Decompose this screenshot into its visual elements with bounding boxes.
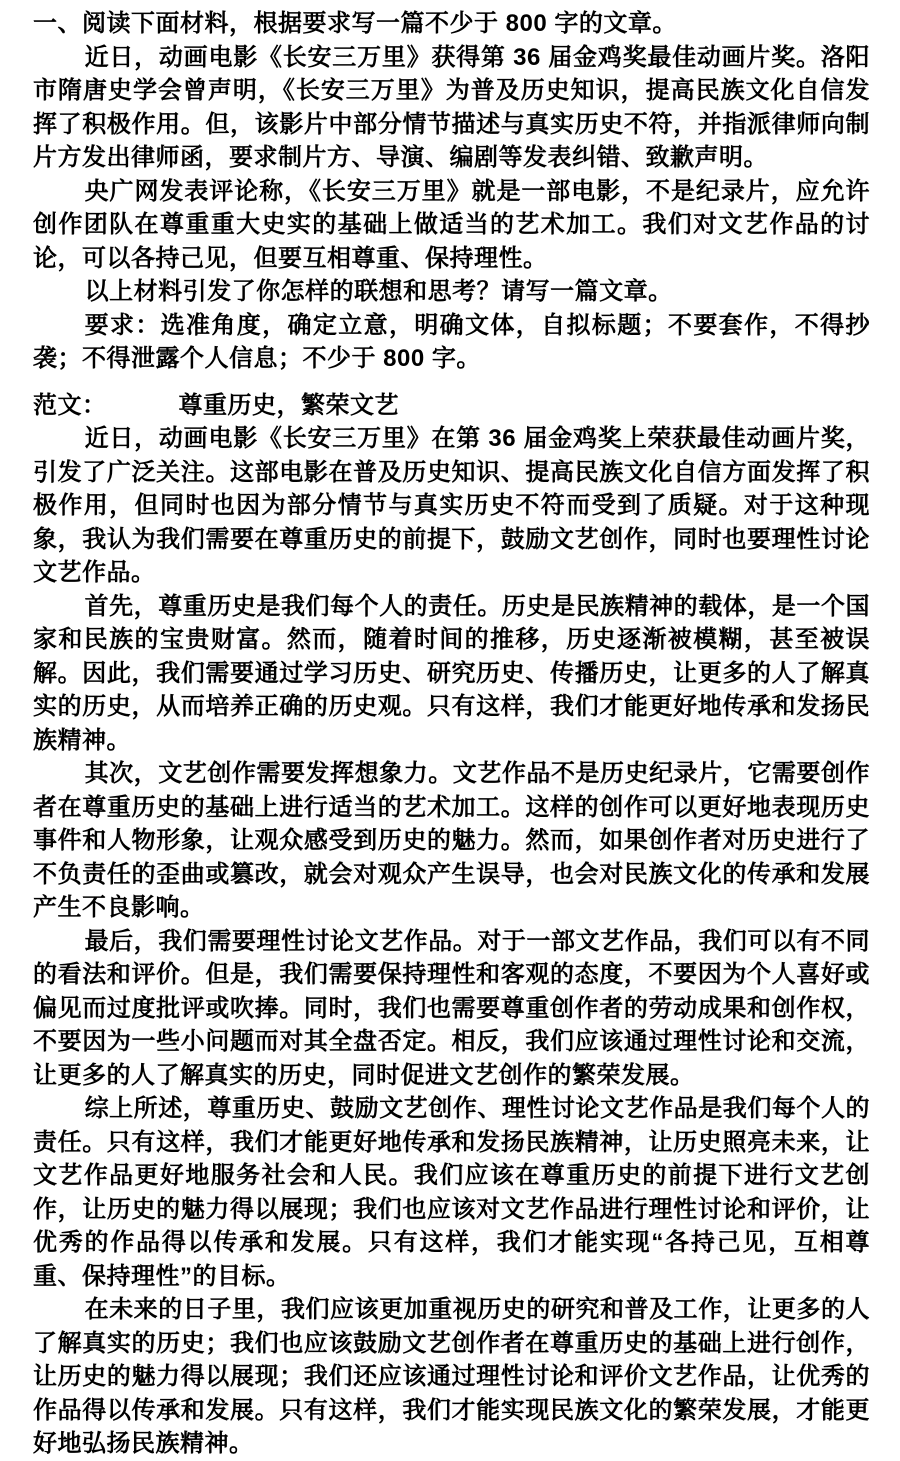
essay-paragraph-5: 综上所述，尊重历史、鼓励文艺创作、理性讨论文艺作品是我们每个人的责任。只有这样，我们才能更好地传承和发扬民族精神，让历史照亮未来，让文艺作品更好地服务社会和人民。我们应该在尊重历史的前提下进行文艺创作，让历史的魅力得以展现；我们也应该对文艺作品进行理性讨论和评价，让优秀的作品得以传承和发展。只有这样，我们才能实现“各持己见，互相尊重、保持理性”的目标。 <box>33 1095 870 1290</box>
essay-paragraph-2: 首先，尊重历史是我们每个人的责任。历史是民族精神的载体，是一个国家和民族的宝贵财富。然而，随着时间的推移，历史逐渐被模糊，甚至被误解。因此，我们需要通过学习历史、研究历史、传播历史，让更多的人了解真实的历史，从而培养正确的历史观。只有这样，我们才能更好地传承和发扬民族精神。 <box>33 592 870 754</box>
essay-paragraph-6: 在未来的日子里，我们应该更加重视历史的研究和普及工作，让更多的人了解真实的历史；我们也应该鼓励文艺创作者在尊重历史的基础上进行创作，让历史的魅力得以展现；我们还应该通过理性讨论和评价文艺作品，让优秀的作品得以传承和发展。只有这样，我们才能实现民族文化的繁荣发展，才能更好地弘扬民族精神。 <box>33 1296 870 1457</box>
essay-paragraph-1: 近日，动画电影《长安三万里》在第 36 届金鸡奖上荣获最佳动画片奖，引发了广泛关注。这部电影在普及历史知识、提高民族文化自信方面发挥了积极作用，但同时也因为部分情节与真实历史不符而受到了质疑。对于这种现象，我认为我们需要在尊重历史的前提下，鼓励文艺创作，同时也要理性讨论文艺作品。 <box>33 425 870 586</box>
prompt-paragraph-2: 央广网发表评论称，《长安三万里》就是一部电影，不是纪录片，应允许创作团队在尊重重大史实的基础上做适当的艺术加工。我们对文艺作品的讨论，可以各持己见，但要互相尊重、保持理性。 <box>33 177 870 272</box>
essay-title: 尊重历史，繁荣文艺 <box>178 391 399 419</box>
essay-paragraph-4: 最后，我们需要理性讨论文艺作品。对于一部文艺作品，我们可以有不同的看法和评价。但是，我们需要保持理性和客观的态度，不要因为个人喜好或偏见而过度批评或吹捧。同时，我们也需要尊重创作者的劳动成果和创作权，不要因为一些小问题而对其全盘否定。相反，我们应该通过理性讨论和交流，让更多的人了解真实的历史，同时促进文艺创作的繁荣发展。 <box>33 927 870 1089</box>
essay-title-row <box>33 389 870 423</box>
prompt-paragraph-4: 要求：选准角度，确定立意，明确文体，自拟标题；不要套作，不得抄袭；不得泄露个人信息；不少于 800 字。 <box>33 311 870 372</box>
prompt-paragraph-3: 以上材料引发了你怎样的联想和思考？请写一篇文章。 <box>84 278 673 305</box>
essay-label: 范文： <box>33 391 107 419</box>
prompt-heading: 一、阅读下面材料，根据要求写一篇不少于 800 字的文章。 <box>33 10 677 37</box>
prompt-paragraph-1: 近日，动画电影《长安三万里》获得第 36 届金鸡奖最佳动画片奖。洛阳市隋唐史学会曾声明，《长安三万里》为普及历史知识，提高民族文化自信发挥了积极作用。但，该影片中部分情节描述与真实历史不符，并指派律师向制片方发出律师函，要求制片方、导演、编剧等发表纠错、致歉声明。 <box>33 43 870 171</box>
essay-paragraph-3: 其次，文艺创作需要发挥想象力。文艺作品不是历史纪录片，它需要创作者在尊重历史的基础上进行适当的艺术加工。这样的创作可以更好地表现历史事件和人物形象，让观众感受到历史的魅力。然而，如果创作者对历史进行了不负责任的歪曲或篡改，就会对观众产生误导，也会对民族文化的传承和发展产生不良影响。 <box>33 760 870 921</box>
